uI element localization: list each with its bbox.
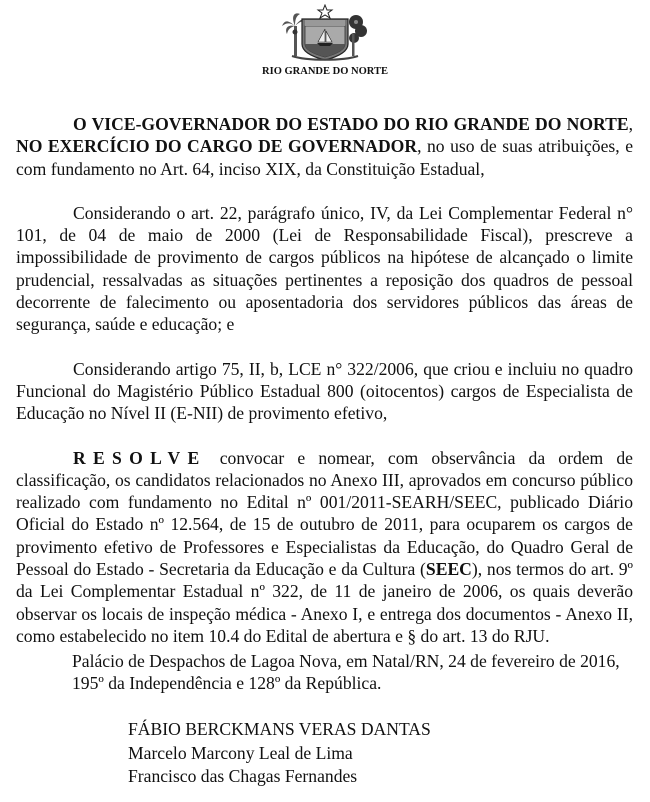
preamble-paragraph: O VICE-GOVERNADOR DO ESTADO DO RIO GRANDE DO NORTE, NO EXERCÍCIO DO CARGO DE GOVERNADOR, no uso de suas atribuições, e com fundamento no Art. 64, inciso XIX, da Constituição Estadual,	[16, 114, 634, 179]
seec-acronym: SEEC	[425, 559, 472, 580]
signature-secretary-1: Marcelo Marcony Leal de Lima	[128, 742, 353, 763]
signature-governor: FÁBIO BERCKMANS VERAS DANTAS	[128, 719, 431, 739]
preamble-text: , no uso de suas atribuições, e com fundamento no Art. 64, inciso XIX, da Constituição Estadual,	[16, 136, 634, 179]
coat-of-arms-icon	[282, 4, 368, 62]
closing-line-2: 195º da Independência e 128º da República.	[72, 673, 382, 694]
resolve-paragraph: RESOLVE convocar e nomear, com observância da ordem de classificação, os candidatos relacionados no Anexo III, aprovados em concurso público realizado com fundamento no Edital nº 001/2011-SEARH/SEEC, publicado Diário Oficial do Estado nº 12.564, de 15 de outubro de 2011, para ocuparem os cargos de provimento efetivo de Professores e Especialistas da Educação, do Quadro Geral de Pessoal do Estado - Secretaria da Educação e da Cultura (SEEC), nos termos do art. 9º da Lei Complementar Estadual nº 322, de 11 de janeiro de 2006, os quais deverão observar os locais de inspeção médica - Anexo I, e entrega dos documentos - Anexo II, como estabelecido no item 10.4 do Edital de abertura e § do art. 13 do RJU.	[16, 447, 633, 646]
signature-secretary-2: Francisco das Chagas Fernandes	[128, 766, 358, 786]
state-name: RIO GRANDE DO NORTE	[262, 66, 388, 77]
issuer-title: O VICE-GOVERNADOR DO ESTADO DO RIO GRANDE DO NORTE	[73, 114, 629, 134]
decree-body	[16, 113, 633, 647]
issuer-role: NO EXERCÍCIO DO CARGO DE GOVERNADOR	[16, 136, 418, 157]
resolve-keyword: RESOLVE	[73, 447, 207, 468]
closing-line-1: Palácio de Despachos de Lagoa Nova, em Natal/RN, 24 de fevereiro de 2016,	[72, 651, 620, 671]
considerando-paragraph-2: Considerando artigo 75, II, b, LCE n° 322/2006, que criou e incluiu no quadro Funcional do Magistério Público Estadual 800 (oitocentos) cargos de Especialista de Educação no Nível II (E-NII) de provimento efetivo,	[16, 358, 633, 424]
signatures	[128, 718, 431, 789]
closing-place-date	[72, 650, 620, 695]
considerando-paragraph-1: Considerando o art. 22, parágrafo único, IV, da Lei Complementar Federal n° 101, de 04 de maio de 2000 (Lei de Responsabilidade Fiscal), prescreve a impossibilidade de provimento de cargos públicos na hipótese de alcançado o limite prudencial, ressalvadas as situações pertinentes a reposição dos quadros de pessoal decorrente de falecimento ou aposentadoria dos servidores públicos das áreas de segurança, saúde e educação; e	[16, 202, 633, 335]
